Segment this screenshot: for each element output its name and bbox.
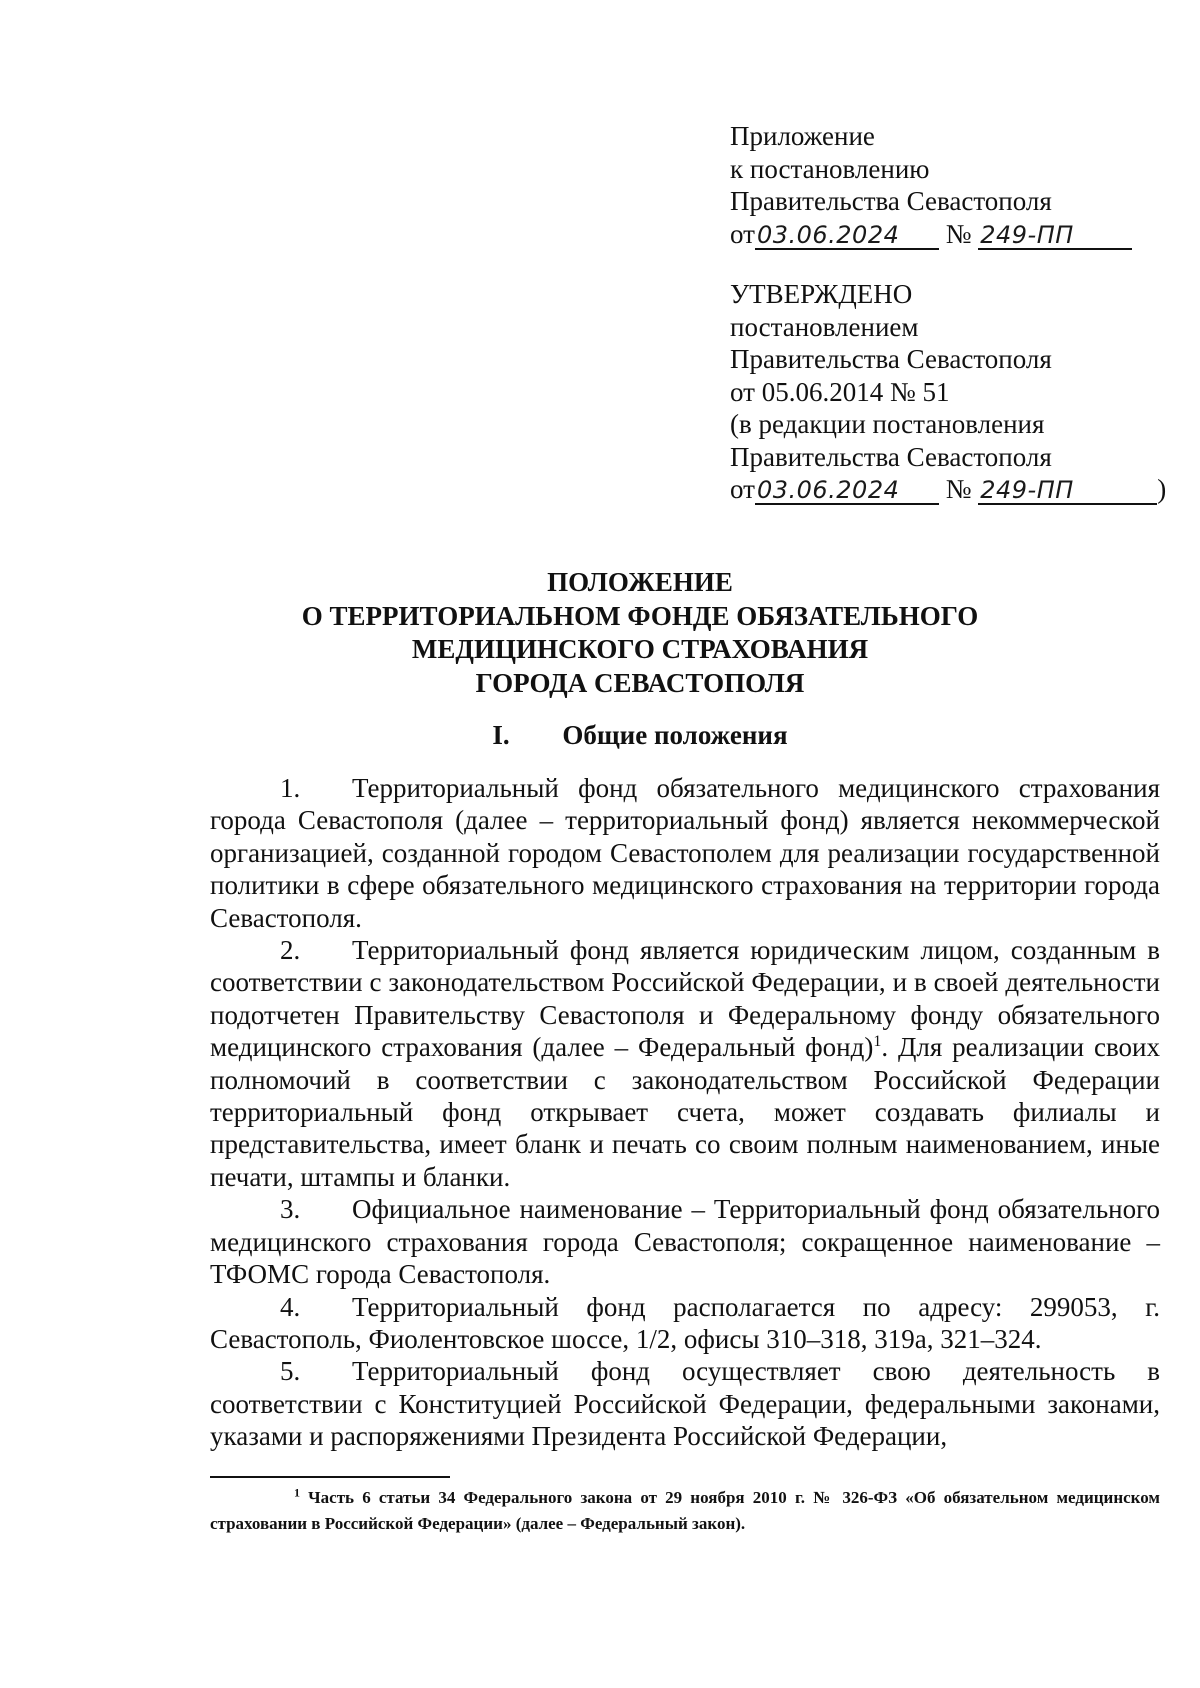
attachment-line-2: к постановлению bbox=[730, 153, 930, 184]
footnote-mark: 1 bbox=[294, 1485, 300, 1500]
section-title: Общие положения bbox=[562, 720, 788, 750]
paragraph-text: Территориальный фонд является юридическим лицом, созданным в соответствии с законодательством Российской Федерации, и в своей деятельности подотчетен Правительству Севастополя и Федеральному фонду обязательного медицинского страхования (далее – Федеральный фонд) bbox=[210, 935, 1160, 1063]
paragraph-number: 5. bbox=[280, 1356, 301, 1387]
paragraph-number: 4. bbox=[280, 1291, 301, 1322]
attachment-num-prefix: № bbox=[945, 218, 972, 249]
paragraph-2 bbox=[210, 934, 1160, 1193]
footnote-reference[interactable]: 1 bbox=[873, 1033, 882, 1051]
footnote bbox=[210, 1485, 1160, 1537]
approved-line-3: Правительства Севастополя bbox=[730, 344, 1052, 374]
title-line-2: О ТЕРРИТОРИАЛЬНОМ ФОНДЕ ОБЯЗАТЕЛЬНОГО bbox=[301, 600, 979, 631]
approved-header bbox=[730, 278, 1170, 506]
approved-close-paren: ) bbox=[1157, 474, 1167, 504]
paragraph-text: Территориальный фонд располагается по адресу: 299053, г. Севастополь, Фиолентовское шоссе, 1/2, офисы 310–318, 319а, 321–324. bbox=[210, 1291, 1160, 1354]
section-heading bbox=[200, 720, 1080, 751]
paragraph-text: Территориальный фонд осуществляет свою деятельность в соответствии с Конституцией Российской Федерации, федеральными законами, указами и распоряжениями Президента Российской Федерации, bbox=[210, 1356, 1160, 1452]
approved-line-5: (в редакции постановления bbox=[730, 409, 1045, 439]
paragraph-number: 3. bbox=[280, 1194, 301, 1225]
document-body bbox=[210, 772, 1160, 1453]
approved-date-prefix: от bbox=[730, 474, 755, 504]
section-number: I. bbox=[492, 720, 510, 750]
attachment-date-handwritten: 03.06.2024 bbox=[755, 222, 939, 250]
footnote-text: Часть 6 статьи 34 Федерального закона от 29 ноября 2010 г. № 326-ФЗ «Об обязательном медицинском страховании в Российской Федерации» (далее – Федеральный закон). bbox=[210, 1488, 1160, 1533]
paragraph-5 bbox=[210, 1355, 1160, 1452]
approved-num-prefix: № bbox=[945, 474, 972, 504]
approved-line-1: УТВЕРЖДЕНО bbox=[730, 279, 913, 309]
attachment-line-1: Приложение bbox=[730, 121, 875, 151]
paragraph-3 bbox=[210, 1193, 1160, 1290]
paragraph-text: Территориальный фонд обязательного медицинского страхования города Севастополя (далее – территориальный фонд) является некоммерческой организацией, созданной городом Севастополем для реализации государственной политики в сфере обязательного медицинского страхования на территории города Севастополя. bbox=[210, 773, 1160, 933]
title-line-3: МЕДИЦИНСКОГО СТРАХОВАНИЯ bbox=[411, 634, 869, 664]
attachment-header bbox=[730, 120, 1170, 250]
title-line-1: ПОЛОЖЕНИЕ bbox=[547, 567, 733, 597]
approved-num-handwritten: 249-ПП bbox=[978, 477, 1157, 505]
approved-line-4: от 05.06.2014 № 51 bbox=[730, 376, 950, 407]
attachment-date-line bbox=[730, 218, 1170, 251]
paragraph-text: Официальное наименование – Территориальный фонд обязательного медицинского страхования города Севастополя; сокращенное наименование – ТФОМС города Севастополя. bbox=[210, 1194, 1160, 1290]
paragraph-number: 1. bbox=[280, 773, 301, 803]
approved-date-line bbox=[730, 473, 1170, 506]
approved-line-6: Правительства Севастополя bbox=[730, 441, 1052, 472]
paragraph-4 bbox=[210, 1291, 1160, 1356]
paragraph-1 bbox=[210, 772, 1160, 934]
document-title bbox=[200, 566, 1080, 700]
attachment-num-handwritten: 249-ПП bbox=[978, 222, 1132, 250]
attachment-date-prefix: от bbox=[730, 218, 755, 249]
footnote-divider bbox=[210, 1476, 450, 1478]
title-line-4: ГОРОДА СЕВАСТОПОЛЯ bbox=[475, 667, 805, 698]
attachment-line-3: Правительства Севастополя bbox=[730, 186, 1052, 216]
paragraph-number: 2. bbox=[280, 935, 301, 966]
approved-date-handwritten: 03.06.2024 bbox=[755, 477, 939, 505]
approved-line-2: постановлением bbox=[730, 311, 919, 342]
paragraph-text-continued: . Для реализации своих полномочий в соответствии с законодательством Российской Федерации территориальный фонд открывает счета, может создавать филиалы и представительства, имеет бланк и печать со своим полным наименованием, иные печати, штампы и бланки. bbox=[210, 1032, 1160, 1192]
